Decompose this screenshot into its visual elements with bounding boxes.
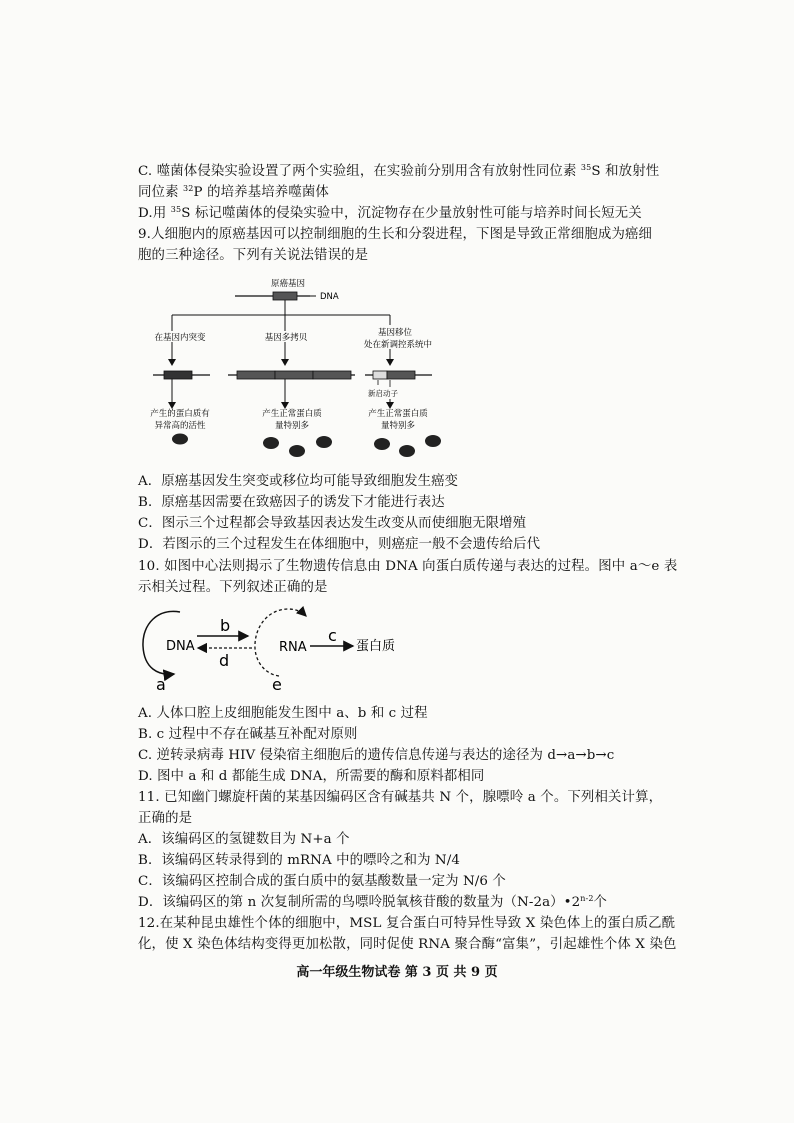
gene-copy-1: [237, 371, 275, 379]
q11-option-d: D．该编码区的第 n 次复制所需的鸟嘌呤脱氧核苷酸的数量为（N-2a）•2$^{n-2}$个: [138, 894, 608, 910]
result3-line1: 产生正常蛋白质: [368, 409, 428, 419]
result3-line2: 量特别多: [380, 421, 416, 431]
result1-line2: 异常高的活性: [154, 421, 206, 431]
dna-label: DNA: [320, 292, 339, 302]
q10-central-dogma-figure: [136, 604, 426, 696]
q8-option-c-line2: 同位素 $^{32}$P 的培养基培养噬菌体: [138, 184, 329, 200]
promoter-label: 新启动子: [368, 389, 398, 398]
q9-oncogene-figure: [140, 275, 460, 465]
q11-option-c: C．该编码区控制合成的蛋白质中的氨基酸数量一定为 N/6 个: [138, 874, 506, 889]
q11-stem-line2: 正确的是: [138, 811, 193, 826]
q10-option-d: D. 图中 a 和 d 都能生成 DNA，所需要的酶和原料都相同: [138, 769, 485, 784]
result2-line2: 量特别多: [274, 421, 310, 431]
new-promoter-box: [373, 371, 387, 379]
q11-stem-line1: 11. 已知幽门螺旋杆菌的某基因编码区含有碱基共 N 个，腺嘌呤 a 个。下列相关计算，: [138, 790, 663, 805]
rna-node: RNA: [279, 640, 307, 655]
q9-option-b: B．原癌基因需要在致癌因子的诱发下才能进行表达: [138, 495, 445, 510]
path3-label-2: 处在新调控系统中: [363, 340, 433, 350]
gene-copy-2: [275, 371, 313, 379]
result2-line1: 产生正常蛋白质: [262, 409, 322, 419]
q11-option-b: B．该编码区转录得到的 mRNA 中的嘌呤之和为 N/4: [138, 853, 460, 868]
path2-label: 基因多拷贝: [264, 333, 308, 343]
q10-stem-line1: 10. 如图中心法则揭示了生物遗传信息由 DNA 向蛋白质传递与表达的过程。图中 a～e 表: [138, 559, 678, 574]
q10-option-c: C. 逆转录病毒 HIV 侵染宿主细胞后的遗传信息传递与表达的途径为 d→a→b→c: [138, 748, 615, 763]
q9-option-c: C．图示三个过程都会导致基因表达发生改变从而使细胞无限增殖: [138, 516, 527, 531]
q10-option-a: A. 人体口腔上皮细胞能发生图中 a、b 和 c 过程: [138, 706, 428, 721]
protein-blob: [374, 438, 390, 450]
gene-label: 原癌基因: [270, 279, 306, 289]
translocated-gene-box: [387, 371, 415, 379]
q12-stem-line2: 化，使 X 染色体结构变得更加松散，同时促使 RNA 聚合酶“富集”，引起雄性个体 X 染色: [138, 937, 677, 952]
q12-stem-line1: 12.在某种昆虫雄性个体的细胞中，MSL 复合蛋白可特异性导致 X 染色体上的蛋白质乙酰: [138, 916, 676, 931]
q9-stem-line2: 胞的三种途径。下列有关说法错误的是: [138, 248, 369, 263]
protein-node: 蛋白质: [356, 639, 396, 654]
path3-label-1: 基因移位: [377, 328, 413, 338]
q9-stem-line1: 9.人细胞内的原癌基因可以控制细胞的生长和分裂进程，下图是导致正常细胞成为癌细: [138, 227, 653, 242]
q8-option-c-line1: C. 噬菌体侵染实验设置了两个实验组，在实验前分别用含有放射性同位素 $^{35}$S 和放射性: [138, 163, 660, 179]
label-c: c: [328, 626, 337, 645]
q9-option-a: A．原癌基因发生突变或移位均可能导致细胞发生癌变: [138, 474, 459, 489]
protein-blob: [399, 445, 415, 457]
mutated-gene-box: [164, 371, 192, 379]
path1-label: 在基因内突变: [154, 333, 206, 343]
protein-blob: [263, 437, 279, 449]
label-d: d: [219, 651, 230, 670]
label-b: b: [220, 616, 231, 635]
protein-blob: [289, 445, 305, 457]
q10-option-b: B. c 过程中不存在碱基互补配对原则: [138, 727, 358, 742]
protein-blob: [425, 435, 441, 447]
protein-blob: [172, 434, 188, 445]
gene-copy-3: [313, 371, 351, 379]
q9-option-d: D．若图示的三个过程发生在体细胞中，则癌症一般不会遗传给后代: [138, 537, 541, 552]
label-e: e: [272, 675, 282, 694]
oncogene-box: [273, 292, 297, 300]
page-footer: 高一年级生物试卷 第 3 页 共 9 页: [296, 965, 498, 980]
q11-option-a: A．该编码区的氢键数目为 N+a 个: [138, 832, 350, 847]
dna-node: DNA: [166, 639, 195, 654]
label-a: a: [156, 675, 166, 694]
result1-line1: 产生的蛋白质有: [150, 409, 210, 419]
protein-blob: [316, 436, 332, 448]
q8-option-d: D.用 $^{35}$S 标记噬菌体的侵染实验中，沉淀物存在少量放射性可能与培养时间长短无关: [138, 205, 642, 221]
q10-stem-line2: 示相关过程。下列叙述正确的是: [138, 580, 328, 595]
